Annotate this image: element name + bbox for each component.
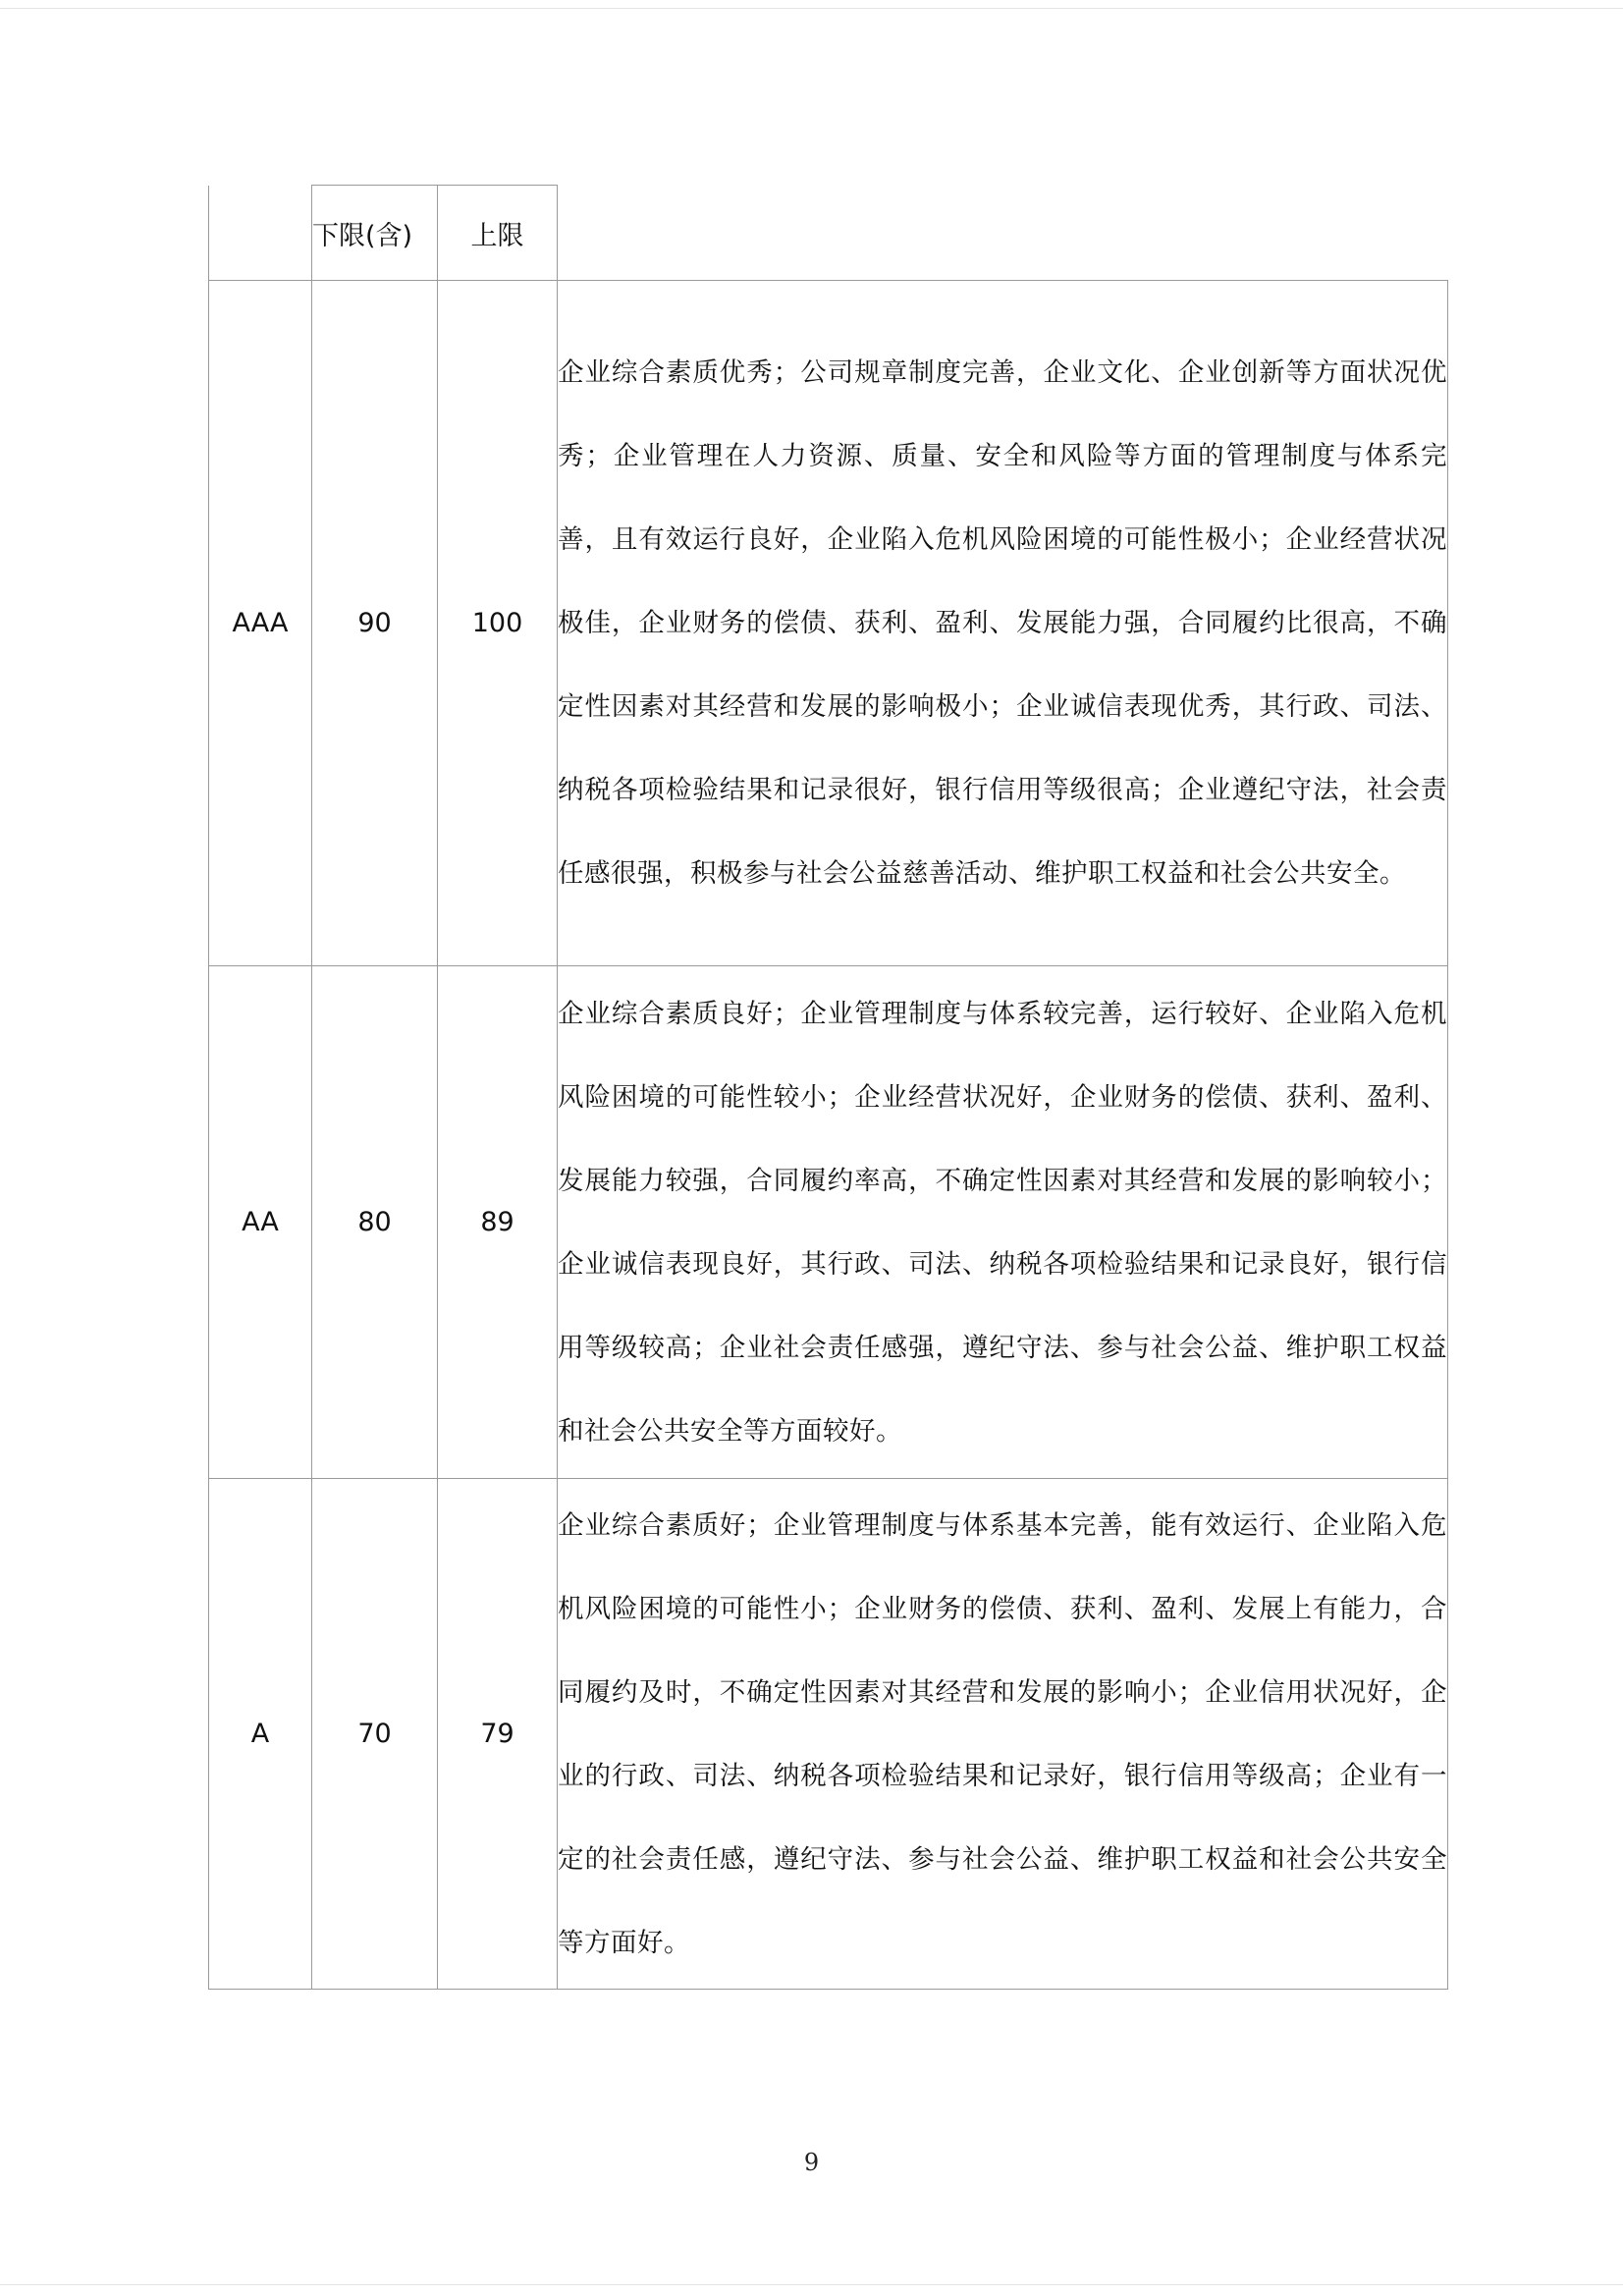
page-number: 9 xyxy=(803,2149,820,2176)
upper-limit-cell: 100 xyxy=(438,281,558,966)
grade-cell: A xyxy=(209,1479,312,1990)
description-text: 企业综合素质好；企业管理制度与体系基本完善，能有效运行、企业陷入危机风险困境的可能性小；企业财务的偿债、获利、盈利、发展上有能力，合同履约及时，不确定性因素对其经营和发展的影响小；企业信用状况好，企业的行政、司法、纳税各项检验结果和记录好，银行信用等级高；企业有一定的社会责任感，遵纪守法、参与社会公益、维护职工权益和社会公共安全等方面好。 xyxy=(558,1509,1447,1958)
upper-limit-cell: 89 xyxy=(438,966,558,1479)
table-row xyxy=(209,966,1448,1479)
description-cell xyxy=(558,966,1448,1479)
scan-edge-top xyxy=(0,8,1623,9)
upper-limit-cell: 79 xyxy=(438,1479,558,1990)
grade-cell: AAA xyxy=(209,281,312,966)
header-lower-limit: 下限(含) xyxy=(312,186,438,281)
header-upper-limit: 上限 xyxy=(438,186,558,281)
table-row xyxy=(209,281,1448,966)
lower-limit-cell: 90 xyxy=(312,281,438,966)
header-description xyxy=(558,186,1448,281)
table-header-row xyxy=(209,186,1448,281)
description-cell xyxy=(558,1479,1448,1990)
lower-limit-cell: 80 xyxy=(312,966,438,1479)
table-row xyxy=(209,1479,1448,1990)
scan-edge-bottom xyxy=(0,2284,1623,2285)
description-text: 企业综合素质良好；企业管理制度与体系较完善，运行较好、企业陷入危机风险困境的可能性较小；企业经营状况好，企业财务的偿债、获利、盈利、发展能力较强，合同履约率高，不确定性因素对其经营和发展的影响较小；企业诚信表现良好，其行政、司法、纳税各项检验结果和记录良好，银行信用等级较高；企业社会责任感强，遵纪守法、参与社会公益、维护职工权益和社会公共安全等方面较好。 xyxy=(558,998,1447,1447)
credit-rating-table xyxy=(208,185,1448,1990)
grade-cell: AA xyxy=(209,966,312,1479)
description-cell xyxy=(558,281,1448,966)
description-text: 企业综合素质优秀；公司规章制度完善，企业文化、企业创新等方面状况优秀；企业管理在人力资源、质量、安全和风险等方面的管理制度与体系完善，且有效运行良好，企业陷入危机风险困境的可能性极小；企业经营状况极佳，企业财务的偿债、获利、盈利、发展能力强，合同履约比很高，不确定性因素对其经营和发展的影响极小；企业诚信表现优秀，其行政、司法、纳税各项检验结果和记录很好，银行信用等级很高；企业遵纪守法，社会责任感很强，积极参与社会公益慈善活动、维护职工权益和社会公共安全。 xyxy=(558,357,1447,889)
header-grade xyxy=(209,186,312,281)
lower-limit-cell: 70 xyxy=(312,1479,438,1990)
